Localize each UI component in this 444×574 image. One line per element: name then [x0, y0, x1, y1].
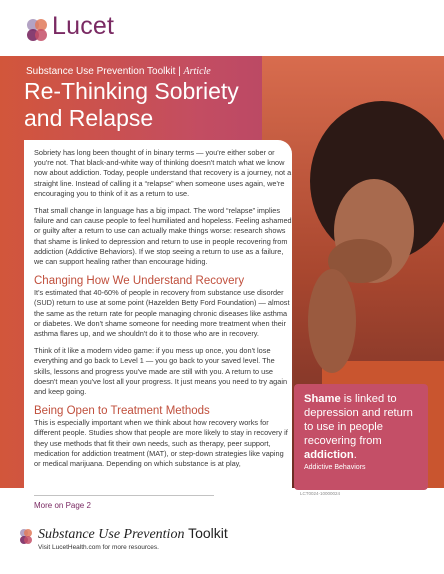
article-panel: [24, 140, 292, 516]
brand-name: Lucet: [52, 12, 115, 40]
callout-text-middle: is linked to depression and return to use in people recovering from: [304, 393, 413, 447]
footer-title-upright: Toolkit: [184, 525, 228, 541]
section1-paragraph-1: It's estimated that 40-60% of people in recovery from substance use disorder (SUD) return to use at some point (Hazelden Betty Ford Foundation) — almost the same as the return rate for people managing chronic diseases like asthma or diabetes. We don't shame someone for needing more treatment when their asthma flares up, and we shouldn't do it to those who are in recovery.: [34, 288, 290, 339]
section2-paragraph-1: This is especially important when we think about how recovery works for different people. Studies show that people are more likely to stay in recovery if they use methods that fit their own needs, such as therapy, peer support, medication for addiction treatment (MAT), or step-down strategies like vaping or medical marijuana. Depending on which substance is at play,: [34, 418, 288, 469]
intro-paragraph-2: That small change in language has a big impact. The word “relapse” implies failure and can cause people to feel humiliated and hopeless. Feeling ashamed or guilty after a return to use can actually make things worse: research shows that shame is linked to depression and return to use in people recovering from addiction (Addictive Behaviors). If we stop seeing a return to use as a failure, we can support healing rather than encourage hiding.: [34, 206, 292, 267]
kicker-tag: Article: [183, 66, 211, 77]
kicker-series: Substance Use Prevention Toolkit |: [26, 66, 181, 77]
section-heading-recovery: Changing How We Understand Recovery: [34, 275, 245, 288]
footer-title-italic: Substance Use Prevention: [38, 527, 185, 542]
divider: [34, 495, 214, 496]
page-title: Re-Thinking Sobriety and Relapse: [24, 78, 239, 131]
callout-quote: [304, 392, 422, 462]
lucet-logo-icon: [22, 16, 52, 46]
footer-toolkit-title: [38, 525, 228, 543]
callout-source: Addictive Behaviors: [304, 464, 366, 471]
more-on-page-2-link[interactable]: More on Page 2: [34, 501, 91, 510]
lucet-logo: [22, 10, 142, 46]
section-heading-treatment: Being Open to Treatment Methods: [34, 405, 210, 418]
footer: [18, 525, 418, 559]
toolkit-mark-icon: [18, 527, 34, 547]
callout-text-end: .: [353, 449, 357, 461]
article-body: [34, 148, 292, 476]
intro-paragraph-1: Sobriety has long been thought of in binary terms — you're either sober or you're not. That black-and-white way of thinking doesn't match what we know now about addiction. Today, people understand that recovery is a journey, not a straight line. Instead of calling it a “relapse” when someone uses again, we're encouraging you to think of it as a return to use.: [34, 148, 292, 198]
kicker: [26, 66, 211, 77]
shame-callout: [294, 384, 428, 490]
callout-emphasis-2: addiction: [304, 449, 354, 461]
footer-url[interactable]: Visit LucetHealth.com for more resources.: [38, 544, 159, 551]
section1-paragraph-2: Think of it like a modern video game: if you mess up once, you don't lose everything and go back to Level 1 — you go back to your saved level. The skills, lessons and progress you've made are still with you. A return to use doesn't mean you've lost all your progress. It just means you need to try again and keep going.: [34, 346, 288, 397]
callout-emphasis-1: Shame: [304, 393, 341, 405]
photo-credit-code: LCT0024-10000024: [300, 491, 341, 496]
